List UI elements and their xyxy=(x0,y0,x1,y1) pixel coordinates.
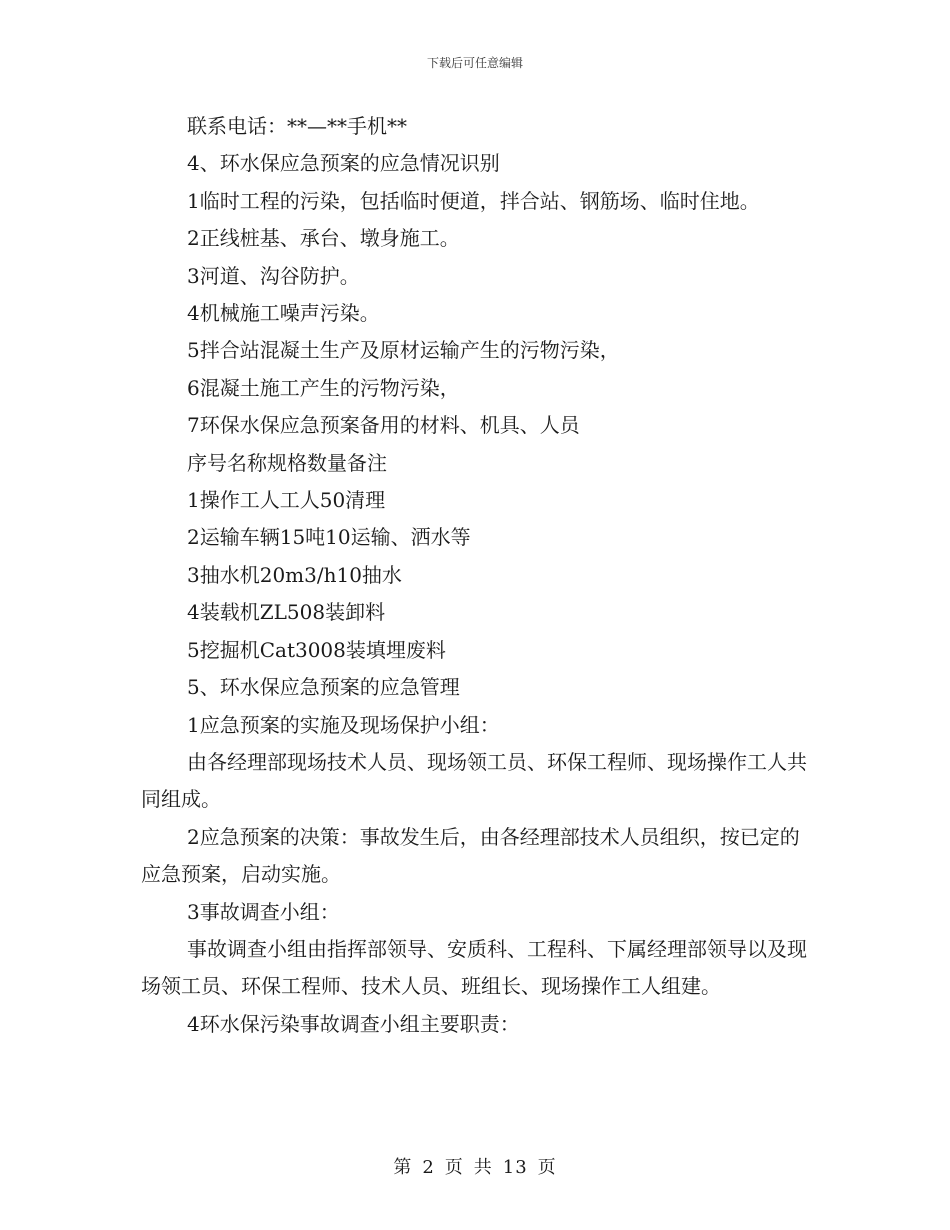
paragraph-item: 4机械施工噪声污染。 xyxy=(187,301,380,326)
paragraph-table-row: 3抽水机20m3/h10抽水 xyxy=(187,562,402,587)
footer-label-page: 第 xyxy=(393,1157,413,1178)
paragraph-item: 3河道、沟谷防护。 xyxy=(187,263,360,288)
paragraph-table-row: 5挖掘机Cat3008装填埋废料 xyxy=(187,637,446,662)
paragraph-item: 4环水保污染事故调查小组主要职责： xyxy=(187,1011,520,1036)
paragraph-section-4-heading: 4、环水保应急预案的应急情况识别 xyxy=(187,151,500,176)
paragraph-table-row: 1操作工人工人50清理 xyxy=(187,488,386,513)
footer-total-pages: 13 xyxy=(502,1157,528,1178)
page-header: 下载后可任意编辑 xyxy=(426,56,523,70)
page-footer xyxy=(0,1153,950,1179)
paragraph-table-header: 序号名称规格数量备注 xyxy=(187,450,387,475)
paragraph-item: 1临时工程的污染，包括临时便道，拌合站、钢筋场、临时住地。 xyxy=(187,188,760,213)
paragraph-item: 5拌合站混凝土生产及原材运输产生的污物污染， xyxy=(187,338,620,363)
footer-label-total: 共 xyxy=(473,1157,493,1178)
paragraph-table-row: 4装载机ZL508装卸料 xyxy=(187,600,386,625)
paragraph-item: 2正线桩基、承台、墩身施工。 xyxy=(187,226,460,251)
paragraph-body: 2应急预案的决策：事故发生后，由各经理部技术人员组织，按已定的应急预案，启动实施。 xyxy=(141,824,800,887)
paragraph-item: 3事故调查小组： xyxy=(187,899,340,924)
footer-current-page: 2 xyxy=(422,1157,435,1178)
paragraph-section-5-heading: 5、环水保应急预案的应急管理 xyxy=(187,675,460,700)
paragraph-item: 6混凝土施工产生的污物污染， xyxy=(187,375,460,400)
paragraph-body: 事故调查小组由指挥部领导、安质科、工程科、下属经理部领导以及现场领工员、环保工程师、技术人员、班组长、现场操作工人组建。 xyxy=(141,936,807,999)
paragraph-body: 由各经理部现场技术人员、现场领工员、环保工程师、现场操作工人共同组成。 xyxy=(141,749,807,812)
document-body xyxy=(141,108,813,1043)
paragraph-item: 1应急预案的实施及现场保护小组： xyxy=(187,712,500,737)
footer-label-unit: 页 xyxy=(444,1157,464,1178)
paragraph-item: 7环保水保应急预案备用的材料、机具、人员 xyxy=(187,413,580,438)
paragraph-contact: 联系电话：**—**手机** xyxy=(187,114,407,138)
footer-label-unit2: 页 xyxy=(537,1157,557,1178)
paragraph-table-row: 2运输车辆15吨10运输、洒水等 xyxy=(187,525,471,550)
